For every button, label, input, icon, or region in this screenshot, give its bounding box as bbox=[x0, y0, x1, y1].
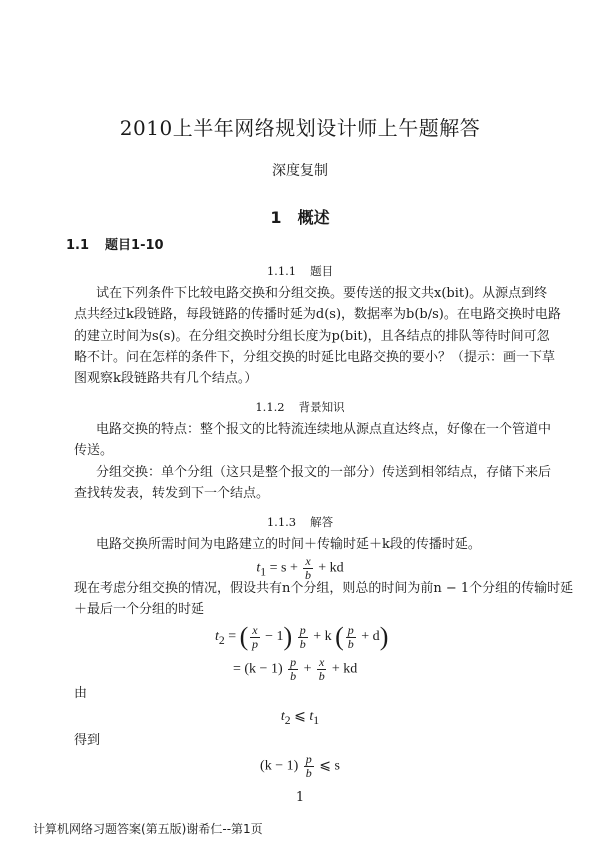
inequality-result bbox=[0, 753, 600, 780]
numerator: x bbox=[319, 655, 325, 669]
math-subscript: 1 bbox=[260, 565, 267, 579]
denominator: b bbox=[290, 669, 297, 683]
document-title: 2010上半年网络规划设计师上午题解答 bbox=[119, 116, 481, 140]
denominator: b bbox=[299, 636, 306, 651]
math-symbol: t bbox=[215, 629, 219, 645]
paragraph-line: 得到 bbox=[74, 733, 101, 748]
equation-t2 bbox=[215, 622, 388, 652]
paragraph-line: ＋最后一个分组的时延 bbox=[74, 602, 205, 617]
section-label: 概述 bbox=[297, 208, 330, 227]
paragraph-line: 的建立时间为s(s)。在分组交换时分组长度为p(bit)，且各结点的排队等待时间可忽 bbox=[74, 329, 550, 344]
paragraph-line: 分组交换：单个分组（这只是整个报文的一部分）传送到相邻结点，存储下来后 bbox=[96, 465, 552, 480]
subsection-label: 题目1-10 bbox=[105, 238, 164, 253]
paren-close: ) bbox=[379, 622, 389, 651]
denominator: b bbox=[318, 669, 325, 683]
page-footer: 计算机网络习题答案(第五版)谢希仁--第1页 bbox=[33, 822, 263, 836]
paragraph-line: 由 bbox=[74, 686, 88, 701]
denominator: b bbox=[347, 636, 354, 651]
denominator: b bbox=[305, 766, 312, 780]
paren-open: ( bbox=[239, 622, 249, 651]
math-term: − 1 bbox=[265, 629, 284, 645]
math-term: + bbox=[303, 661, 312, 677]
subsection-heading bbox=[66, 234, 164, 253]
fraction bbox=[298, 624, 308, 651]
heading-label: 解答 bbox=[310, 515, 334, 529]
paragraph-line: 点共经过k段链路，每段链路的传播时延为d(s)，数据率为b(b/s)。在电路交换时电路 bbox=[74, 307, 561, 322]
math-term: + k bbox=[313, 629, 332, 645]
subsection-number: 1.1 bbox=[66, 238, 90, 253]
math-term: ⩽ s bbox=[319, 758, 340, 774]
paragraph-line: 电路交换所需时间为电路建立的时间＋传输时延＋k段的传播时延。 bbox=[96, 537, 481, 552]
denominator: b bbox=[305, 568, 312, 582]
math-term: + kd bbox=[318, 560, 344, 576]
fraction bbox=[288, 656, 298, 683]
heading-number: 1.1.1 bbox=[266, 264, 297, 278]
numerator: p bbox=[290, 655, 297, 669]
numerator: p bbox=[347, 622, 354, 637]
fraction bbox=[250, 624, 259, 651]
paragraph-line: 电路交换的特点：整个报文的比特流连续地从源点直达终点，好像在一个管道中 bbox=[96, 422, 552, 437]
fraction bbox=[304, 753, 314, 780]
math-operator: ⩽ bbox=[294, 709, 306, 724]
paragraph-line: 传送。 bbox=[74, 443, 114, 458]
numerator: p bbox=[299, 622, 306, 637]
math-subscript: 2 bbox=[284, 713, 291, 727]
paragraph-line: 略不计。问在怎样的条件下，分组交换的时延比电路交换的要小？（提示：画一下草 bbox=[74, 350, 556, 365]
math-term: + kd bbox=[331, 661, 358, 677]
math-subscript: 1 bbox=[313, 713, 320, 727]
subsubsection-heading-113 bbox=[0, 514, 600, 530]
fraction bbox=[317, 656, 326, 683]
numerator: x bbox=[252, 622, 258, 637]
math-symbol: t bbox=[256, 560, 261, 576]
math-subscript: 2 bbox=[218, 634, 225, 648]
paragraph-line: 试在下列条件下比较电路交换和分组交换。要传送的报文共x(bit)。从源点到终 bbox=[96, 286, 548, 301]
math-term: = bbox=[228, 629, 237, 645]
subsubsection-heading-112 bbox=[0, 399, 600, 415]
paragraph-line: 查找转发表，转发到下一个结点。 bbox=[74, 486, 270, 501]
page-number: 1 bbox=[295, 790, 305, 805]
paren-close: ) bbox=[283, 622, 293, 651]
equation-t1 bbox=[0, 555, 600, 582]
inequality-t2-t1 bbox=[0, 708, 600, 727]
paren-open: ( bbox=[335, 622, 344, 651]
section-heading bbox=[0, 205, 600, 228]
numerator: x bbox=[305, 554, 311, 568]
fraction bbox=[303, 555, 312, 582]
subsubsection-heading-111 bbox=[0, 263, 600, 279]
heading-number: 1.1.2 bbox=[255, 400, 285, 414]
heading-label: 背景知识 bbox=[298, 400, 345, 414]
paragraph-line: 图观察k段链路共有几个结点。） bbox=[74, 371, 258, 386]
section-number: 1 bbox=[270, 208, 282, 227]
math-symbol: t bbox=[280, 709, 285, 724]
math-term: = s + bbox=[269, 560, 298, 576]
math-term: + d bbox=[361, 629, 380, 645]
equation-t2-expanded bbox=[233, 656, 357, 683]
math-term: = (k − 1) bbox=[233, 661, 283, 677]
heading-label: 题目 bbox=[310, 264, 334, 278]
heading-number: 1.1.3 bbox=[266, 515, 297, 529]
denominator: p bbox=[251, 636, 258, 651]
fraction bbox=[346, 624, 356, 651]
math-term: (k − 1) bbox=[260, 758, 299, 774]
numerator: p bbox=[305, 752, 312, 766]
math-symbol: t bbox=[309, 709, 314, 724]
paragraph-line: 现在考虑分组交换的情况，假设共有n个分组，则总的时间为前n − 1个分组的传输时延 bbox=[74, 581, 574, 596]
document-subtitle: 深度复制 bbox=[272, 163, 328, 179]
